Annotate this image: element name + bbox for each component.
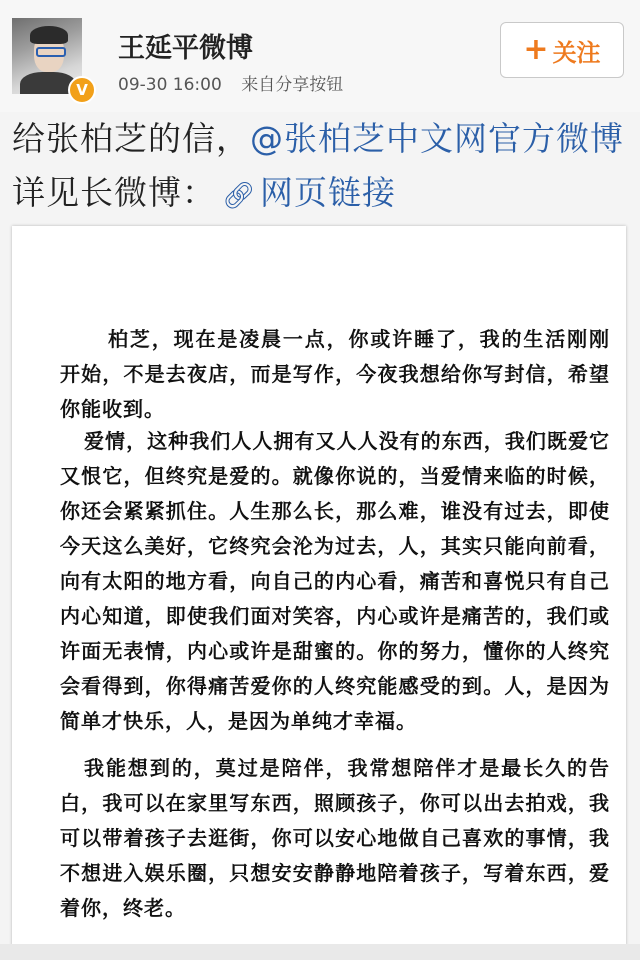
plus-icon: + xyxy=(523,32,549,67)
letter-paragraph: 柏芝，现在是凌晨一点，你或许睡了，我的生活刚刚开始，不是去夜店，而是写作，今夜我想给你写封信，希望你能收到。 xyxy=(60,327,610,421)
follow-label: 关注 xyxy=(552,38,601,67)
post-text-middle: 详见长微博： xyxy=(12,173,216,212)
link-icon: 🔗︎ xyxy=(222,181,257,211)
post-timestamp: 09-30 16:00 xyxy=(118,75,222,95)
post-text-prefix: 给张柏芝的信， xyxy=(12,119,250,158)
web-link[interactable] xyxy=(216,173,396,212)
bottom-divider xyxy=(0,944,640,960)
letter-paragraph: 爱情，这种我们人人拥有又人人没有的东西，我们既爱它又恨它，但终究是爱的。就像你说的，当爱情来临的时候，你还会紧紧抓住。人生那么长，那么难，谁没有过去，即使今天这么美好，它终究会沦为过去，人，其实只能向前看，向有太阳的地方看，向自己的内心看，痛苦和喜悦只有自己内心知道，即使我们面对笑容，内心或许是痛苦的，我们或许面无表情，内心或许是甜蜜的。你的努力，懂你的人终究会看得到，你得痛苦爱你的人终究能感受的到。人，是因为简单才快乐，人，是因为单纯才幸福。 xyxy=(60,429,610,733)
web-link-label: 网页链接 xyxy=(260,173,397,212)
post-body xyxy=(12,112,624,223)
post-meta xyxy=(118,70,343,95)
post-header xyxy=(0,0,640,112)
follow-button[interactable] xyxy=(500,22,624,78)
username[interactable]: 王延平微博 xyxy=(118,33,253,64)
verified-badge-icon: V xyxy=(68,76,96,104)
avatar-hair xyxy=(30,26,68,44)
mention-link[interactable]: @张柏芝中文网官方微博 xyxy=(250,119,624,158)
long-weibo-image[interactable] xyxy=(12,226,626,946)
avatar-glasses xyxy=(36,47,66,57)
letter-paragraph: 我能想到的，莫过是陪伴，我常想陪伴才是最长久的告白，我可以在家里写东西，照顾孩子，你可以出去拍戏，我可以带着孩子去逛街，你可以安心地做自己喜欢的事情，我不想进入娱乐圈，只想安安静静地陪着孩子，写着东西，爱着你，终老。 xyxy=(60,756,610,920)
post-source[interactable]: 来自分享按钮 xyxy=(241,75,344,95)
